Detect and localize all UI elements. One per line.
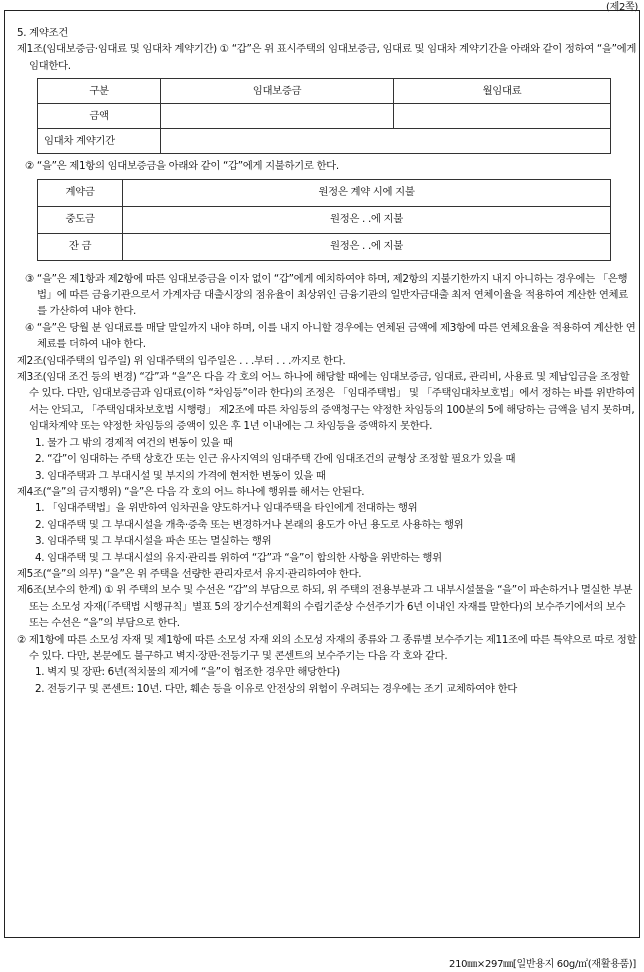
- payment-text-balance: 원정은 . .에 지불: [123, 233, 611, 260]
- article-6-para-2: ② 제1항에 따른 소모성 자재 및 제1항에 따른 소모성 자재 외의 소모성 자재의 종류와 그 종류별 보수주기는 제11조에 따른 특약으로 따로 정할 수 있다. 다만, 본문에도 불구하고 벽지·장판·전등기구 및 콘센트의 보수주기는 다음 각 호와 같다.: [17, 633, 637, 662]
- table-row-amount-label: 금액: [38, 104, 161, 129]
- payment-schedule-table: [37, 179, 611, 261]
- article-4-item-3: 3. 임대주택 및 그 부대시설을 파손 또는 멸실하는 행위: [35, 535, 272, 548]
- payment-text-down: 원정은 계약 시에 지불: [123, 179, 611, 206]
- payment-label-interim: 중도금: [38, 206, 123, 233]
- article-1-para-1: 제1조(임대보증금·임대료 및 임대차 계약기간) ① “갑”은 위 표시주택의 임대보증금, 임대료 및 임대차 계약기간을 아래와 같이 정하여 “을”에게 임대한다.: [17, 43, 637, 72]
- article-5: 제5조(“을”의 의무) “을”은 위 주택을 선량한 관리자로서 유지·관리하여야 한다.: [17, 567, 362, 580]
- article-1-para-3: ③ “을”은 제1항과 제2항에 따른 임대보증금을 이자 없이 “갑”에게 예치하여야 하며, 제2항의 지불기한까지 내지 아니하는 경우에는 「은행법」에 따른 금융기관으로서 가계자금 대출시장의 점유율이 최상위인 금융기관의 일반자금대출 최저 연체이율을 적용하여 계산한 연체료를 가산하여 내야 한다.: [25, 272, 628, 318]
- article-4-item-4: 4. 임대주택 및 그 부대시설의 유지·관리를 위하여 “갑”과 “을”이 합의한 사항을 위반하는 행위: [35, 551, 442, 564]
- deposit-amount-cell[interactable]: [161, 104, 394, 129]
- payment-label-down: 계약금: [38, 179, 123, 206]
- monthly-rent-cell[interactable]: [394, 104, 611, 129]
- article-2: 제2조(임대주택의 입주일) 위 임대주택의 입주일은 . . .부터 . . .까지로 한다.: [17, 354, 346, 367]
- payment-label-balance: 잔 금: [38, 233, 123, 260]
- table-header-deposit: 임대보증금: [161, 79, 394, 104]
- document-frame: [4, 10, 640, 938]
- article-6-item-1: 1. 벽지 및 장판: 6년(적치물의 제거에 “을”이 협조한 경우만 해당한다): [35, 666, 340, 679]
- article-6-item-2: 2. 전등기구 및 콘센트: 10년. 다만, 훼손 등을 이유로 안전상의 위험이 우려되는 경우에는 조기 교체하여야 한다: [35, 682, 517, 695]
- article-3-item-3: 3. 임대주택과 그 부대시설 및 부지의 가격에 현저한 변동이 있을 때: [35, 469, 326, 482]
- section-title: 5. 계약조건: [17, 27, 68, 39]
- article-1-para-2: ② “을”은 제1항의 임대보증금을 아래와 같이 “갑”에게 지불하기로 한다.: [25, 160, 339, 173]
- payment-text-interim: 원정은 . .에 지불: [123, 206, 611, 233]
- article-4: 제4조(“을”의 금지행위) “을”은 다음 각 호의 어느 하나에 행위를 해서는 안된다.: [17, 485, 365, 498]
- article-6-para-1: 제6조(보수의 한계) ① 위 주택의 보수 및 수선은 “갑”의 부담으로 하되, 위 주택의 전용부분과 그 내부시설물을 “을”이 파손하거나 멸실한 부분 또는 소모성 자재(「주택법 시행규칙」별표 5의 장기수선계획의 수립기준상 수선주기가 6년 이내인 자재를 말한다)의 보수주기에서의 보수 또는 수선은 “을”의 부담으로 한다.: [17, 584, 633, 630]
- page-number-label: (제2쪽): [606, 2, 638, 13]
- lease-period-cell[interactable]: [161, 129, 611, 154]
- article-3-item-2: 2. “갑”이 임대하는 주택 상호간 또는 인근 유사지역의 임대주택 간에 임대조건의 균형상 조정할 필요가 있을 때: [35, 453, 516, 466]
- contract-terms: [17, 25, 637, 697]
- article-3: 제3조(임대 조건 등의 변경) “갑”과 “을”은 다음 각 호의 어느 하나에 해당할 때에는 임대보증금, 임대료, 관리비, 사용료 및 제납입금을 조정할 수 있다. 다만, 임대보증금과 임대료(이하 “차임등”이라 한다)의 조정은 「임대주택법」 및 「주택임대차보호법」에서 정하는 바를 위반하여서는 안되고, 「주택임대차보호법 시행령」 제2조에 따른 차임등의 증액청구는 약정한 차임등의 100분의 5에 해당하는 금액을 넘지 못하며, 임대차계약 또는 약정한 차임등의 증액이 있은 후 1년 이내에는 그 차임등을 증액하지 못한다.: [17, 371, 635, 433]
- article-4-item-2: 2. 임대주택 및 그 부대시설을 개축·증축 또는 변경하거나 본래의 용도가 아닌 용도로 사용하는 행위: [35, 518, 464, 531]
- table-header-category: 구분: [38, 79, 161, 104]
- table-header-monthly-rent: 월임대료: [394, 79, 611, 104]
- article-1-para-4: ④ “을”은 당월 분 임대료를 매달 말일까지 내야 하며, 이를 내지 아니할 경우에는 연체된 금액에 제3항에 따른 연체요율을 적용하여 계산한 연체료를 더하여 내야 한다.: [25, 321, 636, 351]
- article-4-item-1: 1. 「임대주택법」을 위반하여 임차권을 양도하거나 임대주택을 타인에게 전대하는 행위: [35, 502, 418, 515]
- deposit-rent-table: [37, 78, 611, 154]
- article-3-item-1: 1. 물가 그 밖의 경제적 여건의 변동이 있을 때: [35, 436, 233, 449]
- table-row-period-label: 임대차 계약기간: [38, 129, 161, 154]
- paper-spec-footer: 210㎜×297㎜[일반용지 60g/㎡(재활용품)]: [449, 959, 636, 970]
